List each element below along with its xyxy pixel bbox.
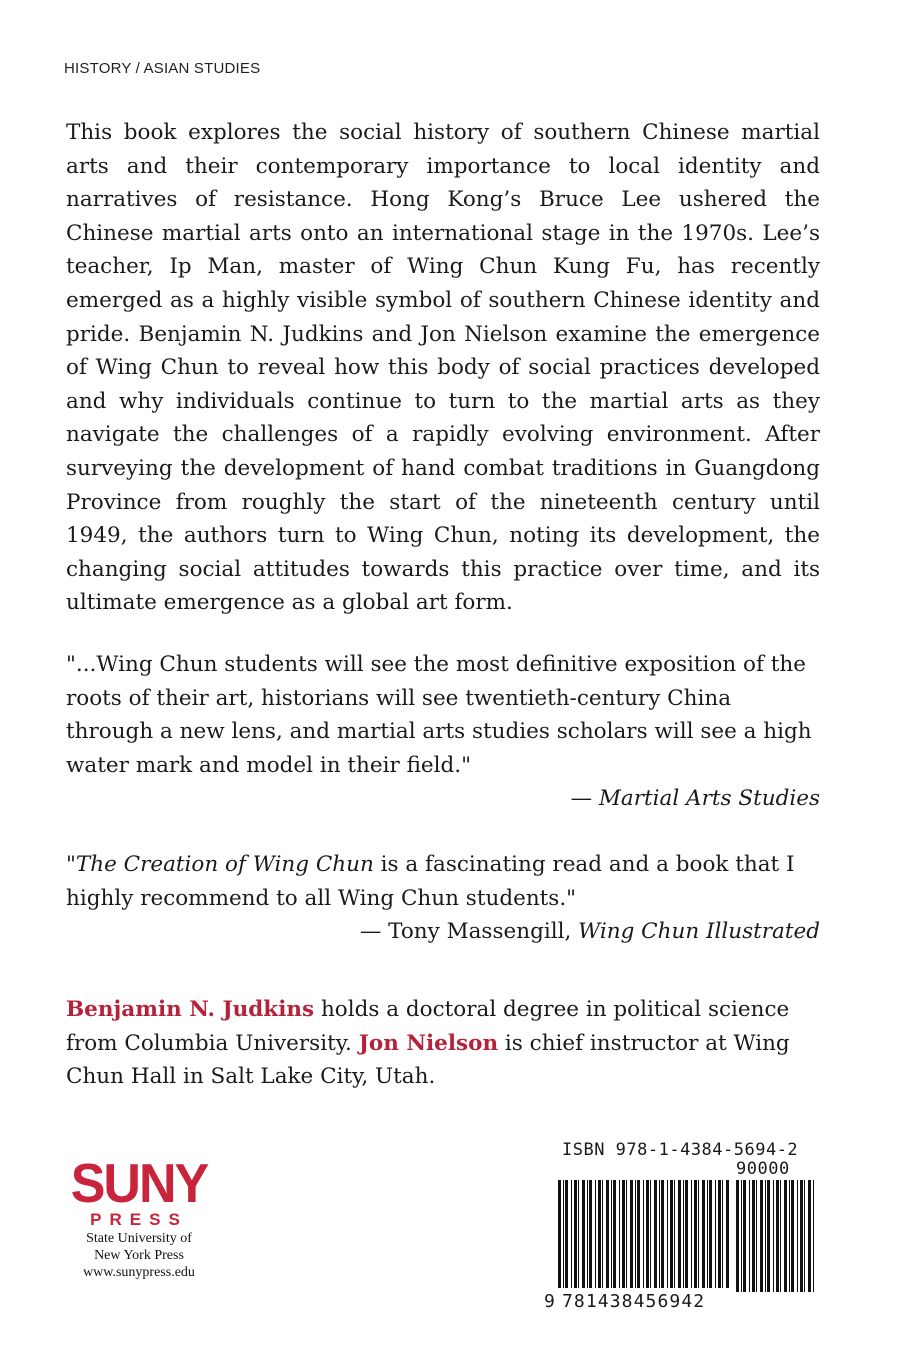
- author-bio-1: holds a doctoral degree in political science from Columbia University.: [66, 997, 790, 1056]
- barcode-bar: [650, 1180, 651, 1288]
- publisher-url: www.sunypress.edu: [83, 1265, 195, 1280]
- isbn-number: ISBN 978-1-4384-5694-2: [562, 1140, 799, 1160]
- ean-first-digit: 9: [544, 1291, 555, 1312]
- barcode-bar: [736, 1180, 739, 1292]
- barcode-bar: [646, 1180, 649, 1288]
- publisher-name-line-1: State University of: [86, 1231, 192, 1246]
- barcode-bar: [756, 1180, 757, 1292]
- barcode-bar: [574, 1180, 577, 1288]
- logo-press-wordmark: PRESS: [90, 1210, 188, 1229]
- barcode-bar: [789, 1180, 790, 1292]
- barcode-bar: [589, 1180, 592, 1288]
- barcode-bar: [571, 1180, 572, 1288]
- barcode-bar: [784, 1180, 787, 1292]
- review-quote-2: [66, 848, 820, 949]
- barcode-bar: [674, 1180, 675, 1288]
- barcode-bar: [613, 1180, 616, 1288]
- author-name-2: Jon Nielson: [358, 1030, 499, 1056]
- barcode-bars: [540, 1180, 820, 1292]
- barcode-bar: [813, 1180, 814, 1292]
- quote-text: "...Wing Chun students will see the most definitive exposition of the roots of their art, historians will see twentieth-century China through a new lens, and martial arts studies scholars will see a high water mark and model in their field.": [66, 652, 812, 778]
- barcode-bar: [685, 1180, 688, 1288]
- author-name-1: Benjamin N. Judkins: [66, 997, 315, 1022]
- barcode-bar: [630, 1180, 633, 1288]
- barcode-bar: [760, 1180, 763, 1292]
- barcode-bar: [595, 1180, 596, 1288]
- barcode-bar: [611, 1180, 612, 1288]
- barcode-bar: [804, 1180, 805, 1292]
- barcode-bar: [741, 1180, 742, 1292]
- barcode-bar: [637, 1180, 640, 1288]
- barcode-bar: [767, 1180, 770, 1292]
- barcode-bar: [709, 1180, 712, 1288]
- barcode-bar: [643, 1180, 644, 1288]
- barcode-bar: [808, 1180, 811, 1292]
- barcode-bar: [661, 1180, 664, 1288]
- review-quote-1: [66, 648, 820, 816]
- quote-open-mark: ": [66, 852, 76, 877]
- barcode-bar: [765, 1180, 766, 1292]
- barcode-bar: [749, 1180, 750, 1292]
- barcode-bar: [715, 1180, 716, 1288]
- publisher-logo: [66, 1153, 216, 1281]
- barcode-bar: [622, 1180, 625, 1288]
- barcode-bar: [752, 1180, 755, 1292]
- barcode-bar: [619, 1180, 620, 1288]
- publisher-name-line-2: New York Press: [94, 1248, 184, 1263]
- barcode-bar: [707, 1180, 708, 1288]
- barcode-bar: [563, 1180, 564, 1288]
- quoted-book-title: The Creation of Wing Chun: [75, 852, 374, 877]
- barcode-bar: [602, 1180, 603, 1288]
- barcode-bar: [582, 1180, 585, 1288]
- isbn-barcode: [540, 1138, 820, 1316]
- barcode-bar: [780, 1180, 781, 1292]
- price-code: 90000: [736, 1159, 790, 1179]
- barcode-bar: [659, 1180, 660, 1288]
- barcode-bar: [565, 1180, 568, 1288]
- barcode-bar: [578, 1180, 579, 1288]
- barcode-bar: [718, 1180, 721, 1288]
- quote-source: Wing Chun Illustrated: [578, 919, 820, 945]
- ean-remaining-digits: 781438456942: [562, 1291, 706, 1312]
- barcode-bar: [635, 1180, 636, 1288]
- attribution-dash: —: [570, 786, 593, 812]
- barcode-bar: [670, 1180, 673, 1288]
- barcode-bar: [587, 1180, 588, 1288]
- barcode-bar: [702, 1180, 705, 1288]
- barcode-bar: [678, 1180, 681, 1288]
- quote-body: is a fascinating read and a book that I highly recommend to all Wing Chun students.": [66, 852, 795, 911]
- barcode-bar: [691, 1180, 692, 1288]
- barcode-bar: [667, 1180, 668, 1288]
- author-bio-2: is chief instructor at Wing Chun Hall in Salt Lake City, Utah.: [66, 1030, 790, 1090]
- quote-person: Tony Massengill,: [388, 919, 572, 945]
- barcode-bar: [800, 1180, 803, 1292]
- quote-attribution: [66, 915, 820, 949]
- barcode-bar: [598, 1180, 601, 1288]
- barcode-bar: [626, 1180, 627, 1288]
- quote-text: [66, 848, 820, 915]
- barcode-bar: [722, 1180, 723, 1288]
- barcode-bar: [743, 1180, 746, 1292]
- book-description: This book explores the social history of southern Chinese martial arts and their contemporary importance to local identity and narratives of resistance. Hong Kong’s Bruce Lee ushered the Chinese martial arts onto an international stage in the 1970s. Lee’s teacher, Ip Man, master of Wing Chun Kung Fu, has recently emerged as a highly visible symbol of southern Chinese identity and pride. Benjamin N. Judkins and Jon Nielson examine the emergence of Wing Chun to reveal how this body of social practices developed and why individuals continue to turn to the martial arts as they navigate the challenges of a rapidly evolving environment. After surveying the development of hand combat traditions in Guangdong Province from roughly the start of the nineteenth century until 1949, the authors turn to Wing Chun, noting its development, the changing social attitudes towards this practice over time, and its ultimate emergence as a global art form.: [66, 120, 820, 616]
- barcode-bar: [698, 1180, 699, 1288]
- barcode-bar: [558, 1180, 561, 1288]
- barcode-bar: [797, 1180, 798, 1292]
- barcode-bar: [726, 1180, 729, 1288]
- barcode-bar: [694, 1180, 697, 1288]
- quote-attribution: [66, 782, 820, 816]
- barcode-bar: [683, 1180, 684, 1288]
- quote-source: Martial Arts Studies: [598, 786, 820, 812]
- barcode-bar: [776, 1180, 779, 1292]
- barcode-bar: [791, 1180, 794, 1292]
- barcode-bar: [654, 1180, 657, 1288]
- author-bios: [66, 993, 820, 1094]
- barcode-bar: [773, 1180, 774, 1292]
- attribution-dash: —: [359, 919, 382, 945]
- subject-category: HISTORY / ASIAN STUDIES: [64, 60, 261, 77]
- logo-suny-wordmark: SUNY: [70, 1153, 208, 1215]
- barcode-bar: [606, 1180, 609, 1288]
